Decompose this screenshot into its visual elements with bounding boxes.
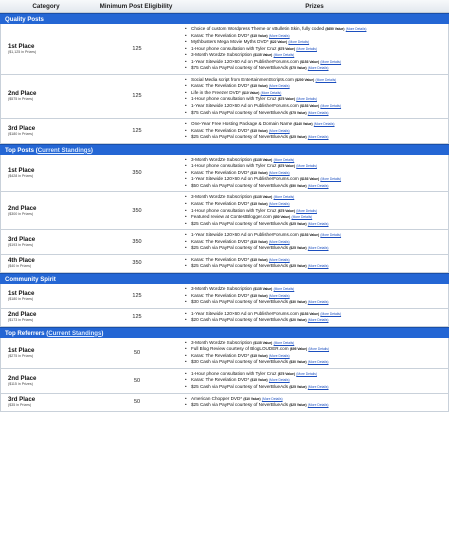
prize-list [181,75,448,118]
category-cell [1,396,93,408]
min-post-value: 125 [132,45,142,52]
prize-item [185,183,448,190]
prizes-cell [181,255,448,272]
bullet-icon: • [185,194,187,200]
bullet-icon: • [185,127,187,133]
place-label: 2nd Place [8,90,37,98]
bullet-icon: • [185,370,187,376]
bullet-icon: • [185,163,187,169]
prize-value: ($75 Value) [289,66,307,71]
prize-text: Mythbusters Mega Movie Myths DVD* [191,39,269,45]
table-row [0,230,449,255]
bullet-icon: • [185,245,187,251]
bullet-icon: • [185,220,187,226]
prize-value: ($15 Value) [250,378,268,383]
min-post-value: 125 [132,93,142,100]
prize-list [181,192,448,229]
bullet-icon: • [185,402,187,408]
min-post-value: 50 [133,399,141,406]
prize-text: Social Media script from EntertainmentScripts.com [191,76,294,82]
prize-text: One-Year Free Hosting Package & Domain Name [191,121,293,127]
prize-total: ($428 in Prizes) [8,174,34,179]
bullet-icon: • [185,346,187,352]
more-details-link[interactable]: (More Details) [307,300,329,305]
prize-text: Life in the Freezer DVD* [191,89,241,95]
more-details-link[interactable]: (More Details) [296,46,317,51]
bullet-icon: • [185,238,187,244]
more-details-link[interactable]: (More Details) [320,59,342,64]
more-details-link[interactable]: (More Details) [307,110,329,115]
prize-text: $30 Cash via PayPal courtesy of NeverBlueAds [191,359,289,365]
prize-total: ($40 in Prizes) [8,264,32,269]
prize-list [181,119,448,143]
place-label: 4th Place [8,257,35,265]
section-title: Top Referrers [5,329,45,337]
prize-text: 1-Hour phone consultation with Tyler Cruz [191,96,277,102]
prize-text: Karas: The Revelation DVD* [191,352,250,358]
bullet-icon: • [185,182,187,188]
more-details-link[interactable]: (More Details) [268,293,290,298]
prizes-cell [181,192,448,229]
bullet-icon: • [185,310,187,316]
category-cell [1,125,93,137]
bullet-icon: • [185,65,187,71]
prize-total: ($300 in Prizes) [8,211,34,216]
category-cell [1,257,93,269]
prize-text: $30 Cash via PayPal courtesy of NeverBlueAds [191,299,289,305]
prizes-cell [181,24,448,74]
prize-list [181,230,448,254]
prize-list [181,24,448,74]
prize-text: Full Blog Review courtesy of BlogLOUDER.com [191,346,289,352]
prizes-cell [181,119,448,143]
category-column-header: Category [32,3,60,10]
more-details-link[interactable]: (More Details) [288,40,310,45]
category-cell [1,311,93,323]
prize-item [185,299,448,306]
current-standings-link[interactable]: Current Standings [48,329,102,337]
prize-value: ($135 Value) [253,195,273,200]
bullet-icon: • [185,299,187,305]
table-row [0,119,449,144]
prize-value: ($15 Value) [250,202,268,207]
more-details-link[interactable]: (More Details) [261,396,283,401]
place-label: 1st Place [8,42,35,50]
more-details-link[interactable]: (More Details) [307,318,329,323]
prize-text: 3-Month WordZe Subscription [191,156,252,162]
prize-text: $50 Cash via PayPal courtesy of NeverBlueAds [191,182,289,188]
section-header: Top Referrers (Current Standings) [0,327,449,338]
place-label: 2nd Place [8,311,37,319]
prize-value: ($75 Value) [277,97,295,102]
prize-item [185,263,448,270]
more-details-link[interactable]: (More Details) [273,53,295,58]
min-post-value: 350 [132,207,142,214]
category-cell [1,236,93,248]
more-details-link[interactable]: (More Details) [315,77,337,82]
prize-text: 1-Hour phone consultation with Tyler Cruz [191,163,277,169]
prize-value: ($15 Value) [250,239,268,244]
place-label: 1st Place [8,167,35,175]
prize-text: $25 Cash via PayPal courtesy of NeverBlueAds [191,383,289,389]
table-row [0,338,449,369]
more-details-link[interactable]: (More Details) [268,378,290,383]
table-header [0,0,449,13]
prize-text: $25 Cash via PayPal courtesy of NeverBlueAds [191,220,289,226]
prize-list [181,309,448,326]
more-details-link[interactable]: (More Details) [307,221,329,226]
more-details-link[interactable]: (More Details) [307,403,329,408]
section-title: Community Spirit [5,275,56,283]
prize-value: ($153 Value) [300,104,320,109]
table-body [0,13,449,412]
bullet-icon: • [185,169,187,175]
prize-text: American Chopper DVD* [191,395,243,401]
place-label: 2nd Place [8,374,37,382]
bullet-icon: • [185,32,187,38]
prize-total: ($173 in Prizes) [8,318,34,323]
prize-text: Karas: The Revelation DVD* [191,377,250,383]
more-details-link[interactable]: (More Details) [273,195,295,200]
bullet-icon: • [185,52,187,58]
prizes-cell [181,75,448,118]
category-cell [1,347,93,359]
prize-value: ($15 Value) [250,128,268,133]
prize-text: 1-Hour phone consultation with Tyler Cruz [191,45,277,51]
prize-text: 3-Month WordZe Subscription [191,194,252,200]
bullet-icon: • [185,45,187,51]
prize-text: $25 Cash via PayPal courtesy of NeverBlueAds [191,245,289,251]
prize-text: Karas: The Revelation DVD* [191,169,250,175]
prizes-column-header: Prizes [305,3,324,10]
prize-value: ($153 Value) [300,59,320,64]
bullet-icon: • [185,377,187,383]
prize-total: ($575 in Prizes) [8,97,34,102]
prize-text: 3-Month WordZe Subscription [191,52,252,58]
bullet-icon: • [185,58,187,64]
more-details-link[interactable]: (More Details) [307,360,329,365]
category-cell [1,90,93,102]
prize-text: 3-Month WordZe Subscription [191,339,252,345]
prize-text: Choice of custom Wordpress Theme or vBulletin Skin, fully coded [191,26,325,31]
table-row [0,284,449,309]
prize-item [185,65,448,72]
min-post-value: 50 [133,377,141,384]
prizes-cell [181,230,448,254]
bullet-icon: • [185,256,187,262]
prize-text: $25 Cash via PayPal courtesy of NeverBlueAds [191,402,289,408]
bullet-icon: • [185,26,187,31]
prize-value: ($75 Value) [277,208,295,213]
bullet-icon: • [185,109,187,115]
prize-text: 1-Year Sitewide 120×60 Ad on PublisherForums.com [191,103,299,109]
prize-list [181,255,448,272]
prize-value: ($30 Value) [289,300,307,305]
table-row [0,255,449,273]
prize-value: ($15 Value) [250,353,268,358]
prize-text: 1-Year Sitewide 120×60 Ad on PublisherForums.com [191,232,299,238]
bullet-icon: • [185,317,187,323]
table-row [0,24,449,75]
prize-total: ($35 in Prizes) [8,403,32,408]
more-details-link[interactable]: (More Details) [296,208,317,213]
prize-text: $25 Cash via PayPal courtesy of NeverBlueAds [191,134,289,140]
more-details-link[interactable]: (More Details) [345,27,367,31]
prize-value: ($25 Value) [289,221,307,226]
prize-text: $25 Cash via PayPal courtesy of NeverBlueAds [191,263,289,269]
bullet-icon: • [185,83,187,89]
section-header [0,13,449,24]
prizes-cell [181,155,448,192]
prize-value: ($135 Value) [253,157,273,162]
more-details-link[interactable]: (More Details) [268,353,290,358]
prize-text: $75 Cash via PayPal courtesy of NeverBlueAds [191,109,289,115]
prize-text: Karas: The Revelation DVD* [191,32,250,38]
prize-value: ($10 Value) [242,90,260,95]
bullet-icon: • [185,96,187,102]
category-cell [1,205,93,217]
min-post-value: 125 [132,314,142,321]
bullet-icon: • [185,214,187,220]
more-details-link[interactable]: (More Details) [268,202,290,207]
prize-text: Karas: The Revelation DVD* [191,127,250,133]
prize-total: ($275 in Prizes) [8,353,34,358]
prize-value: ($135 Value) [253,53,273,58]
bullet-icon: • [185,285,187,291]
table-row [0,394,449,412]
prize-item [185,402,448,409]
prize-value: ($135 Value) [253,340,273,345]
prize-value: ($10 Value) [243,396,261,401]
place-label: 3rd Place [8,236,36,244]
bullet-icon: • [185,201,187,207]
more-details-link[interactable]: (More Details) [273,340,295,345]
prize-value: ($25 Value) [289,135,307,140]
prize-text: 1-Year Sitewide 120×60 Ad on PublisherForums.com [191,310,299,316]
more-details-link[interactable]: (More Details) [268,84,290,89]
bullet-icon: • [185,176,187,182]
more-details-link[interactable]: (More Details) [320,311,342,316]
prize-text: 1-Year Sitewide 120×60 Ad on PublisherForums.com [191,176,299,182]
prize-text: 1-Year Sitewide 120×60 Ad on PublisherForums.com [191,58,299,64]
prize-value: ($15 Value) [250,84,268,89]
prize-value: ($50 Value) [272,215,291,220]
place-label: 2nd Place [8,204,37,212]
category-cell [1,167,93,179]
prize-total: ($180 in Prizes) [8,131,34,136]
prize-value: ($135 Value) [253,286,273,291]
place-label: 1st Place [8,289,35,297]
more-details-link[interactable]: (More Details) [307,66,329,71]
prize-value: ($25 Value) [289,384,307,389]
prize-list [181,369,448,393]
more-details-link[interactable]: (More Details) [273,157,295,162]
prize-value: ($75 Value) [277,46,295,51]
more-details-link[interactable]: (More Details) [308,347,330,352]
category-cell [1,375,93,387]
prizes-cell [181,369,448,393]
more-details-link[interactable]: (More Details) [320,233,342,238]
table-row [0,75,449,119]
bullet-icon: • [185,76,187,82]
bullet-icon: • [185,89,187,95]
prize-text: 1-Hour phone consultation with Tyler Cruz [191,370,277,376]
prize-value: ($15 Value) [250,33,268,38]
prize-value: ($15 Value) [250,170,268,175]
more-details-link[interactable]: (More Details) [313,122,335,127]
prize-item [185,110,448,117]
section-title: Top Posts [5,146,35,154]
prize-item [185,134,448,141]
min-post-value: 350 [132,170,142,177]
more-details-link[interactable]: (More Details) [320,104,342,109]
bullet-icon: • [185,39,187,45]
bullet-icon: • [185,103,187,109]
more-details-link[interactable]: (More Details) [268,239,290,244]
prize-value: ($50 Value) [289,183,307,188]
prize-value: ($95 Value) [289,347,308,352]
prize-value: ($153 Value) [300,233,320,238]
prize-value: ($25 Value) [289,403,307,408]
prize-value: ($140 Value) [293,122,313,127]
prize-value: ($200 Value) [295,77,315,82]
table-row [0,369,449,394]
bullet-icon: • [185,395,187,401]
bullet-icon: • [185,156,187,162]
section-header [0,273,449,284]
place-label: 3rd Place [8,124,36,132]
bullet-icon: • [185,207,187,213]
more-details-link[interactable]: (More Details) [307,135,329,140]
place-label: 1st Place [8,346,35,354]
prize-value: ($25 Value) [289,246,307,251]
more-details-link[interactable]: (More Details) [296,97,317,102]
category-cell [1,43,93,55]
bullet-icon: • [185,359,187,365]
bullet-icon: • [185,232,187,238]
bullet-icon: • [185,134,187,140]
prize-text: Karas: The Revelation DVD* [191,238,250,244]
bullet-icon: • [185,263,187,269]
prizes-cell [181,394,448,411]
current-standings-link[interactable]: Current Standings [37,146,91,154]
prizes-cell [181,338,448,368]
min-post-value: 350 [132,260,142,267]
prize-value: ($22 Value) [269,40,288,45]
place-label: 3rd Place [8,396,36,404]
prize-item [185,317,448,324]
prize-value: ($20 Value) [289,318,307,323]
more-details-link[interactable]: (More Details) [268,128,290,133]
prizes-cell [181,284,448,308]
more-details-link[interactable]: (More Details) [307,246,329,251]
section-header: Top Posts (Current Standings) [0,144,449,155]
more-details-link[interactable]: (More Details) [307,264,329,269]
prize-total: ($1,125 in Prizes) [8,49,37,54]
bullet-icon: • [185,352,187,358]
prize-text: Featured review at ContestBlogger.com [191,214,272,220]
prize-total: ($193 in Prizes) [8,243,34,248]
min-post-value: 125 [132,292,142,299]
table-row [0,155,449,193]
prize-list [181,394,448,411]
more-details-link[interactable]: (More Details) [320,177,342,182]
bullet-icon: • [185,121,187,127]
prize-total: ($115 in Prizes) [8,381,33,386]
prize-item [185,384,448,391]
prize-text: Karas: The Revelation DVD* [191,83,250,89]
prize-value: ($25 Value) [289,264,307,269]
prize-value: ($15 Value) [250,293,268,298]
bullet-icon: • [185,383,187,389]
more-details-link[interactable]: (More Details) [268,170,290,175]
prize-value: ($30 Value) [289,360,307,365]
table-row [0,309,449,327]
more-details-link[interactable]: (More Details) [268,257,290,262]
prizes-cell [181,309,448,326]
prize-list [181,284,448,308]
prize-text: 1-Hour phone consultation with Tyler Cruz [191,207,277,213]
prize-value: ($650 Value) [325,27,345,31]
prize-text: Karas: The Revelation DVD* [191,292,250,298]
prize-text: 3-Month WordZe Subscription [191,285,252,291]
prize-text: $20 Cash via PayPal courtesy of NeverBlueAds [191,317,289,323]
prize-total: ($180 in Prizes) [8,296,34,301]
more-details-link[interactable]: (More Details) [307,384,329,389]
prize-text: $75 Cash via PayPal courtesy of NeverBlueAds [191,65,289,71]
prize-item [185,245,448,252]
prize-value: ($15 Value) [250,257,268,262]
prize-value: ($153 Value) [300,311,320,316]
prize-value: ($75 Value) [289,110,307,115]
prize-list [181,155,448,192]
prize-item [185,359,448,366]
min-post-value: 125 [132,127,142,134]
category-cell [1,290,93,302]
prize-text: Karas: The Revelation DVD* [191,256,250,262]
prize-value: ($75 Value) [277,371,295,376]
prize-list [181,338,448,368]
more-details-link[interactable]: (More Details) [291,215,313,220]
min-post-value: 350 [132,239,142,246]
prize-item [185,221,448,228]
bullet-icon: • [185,339,187,345]
section-title: Quality Posts [5,16,44,23]
prize-value: ($75 Value) [277,164,295,169]
bullet-icon: • [185,292,187,298]
prize-text: Karas: The Revelation DVD* [191,201,250,207]
eligibility-column-header: Minimum Post Eligibility [99,3,173,10]
min-post-value: 50 [133,349,141,356]
more-details-link[interactable]: (More Details) [296,164,317,169]
more-details-link[interactable]: (More Details) [268,33,290,38]
more-details-link[interactable]: (More Details) [296,371,317,376]
table-row [0,192,449,230]
more-details-link[interactable]: (More Details) [273,286,295,291]
prize-value: ($153 Value) [300,177,320,182]
more-details-link[interactable]: (More Details) [260,90,282,95]
more-details-link[interactable]: (More Details) [307,183,329,188]
